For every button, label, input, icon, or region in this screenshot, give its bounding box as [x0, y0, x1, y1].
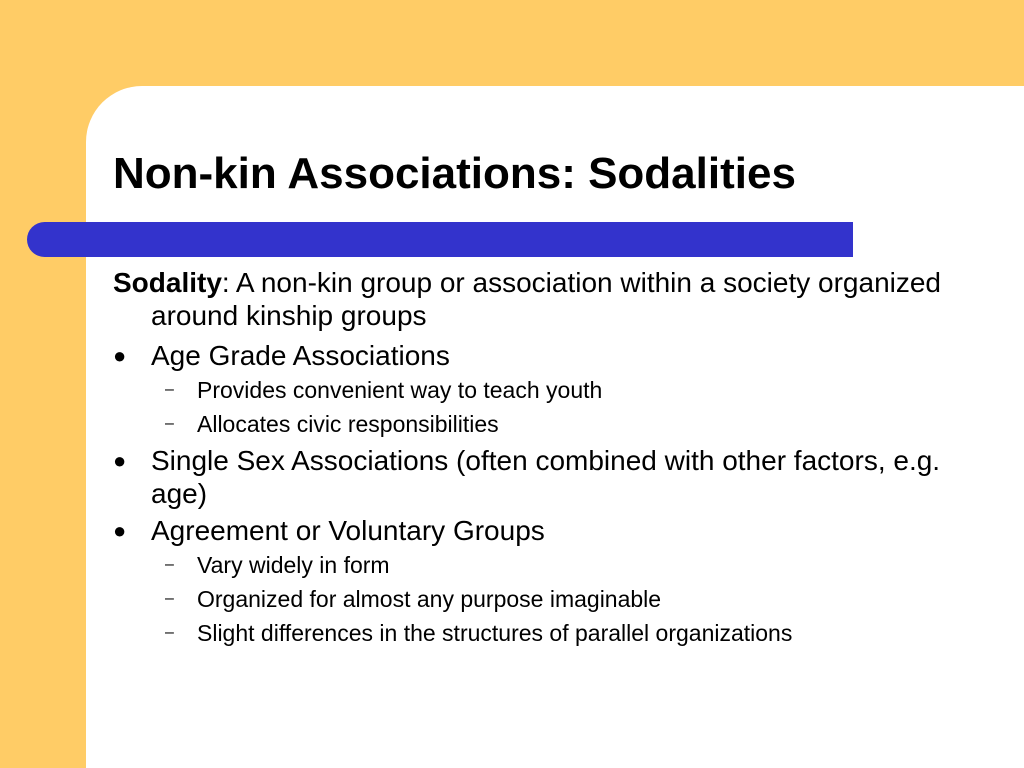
definition-text: : A non-kin group or association within a society organized around kinship groups [151, 267, 942, 331]
slide-title: Non-kin Associations: Sodalities [113, 149, 796, 198]
bullet-icon: ● [113, 448, 127, 473]
sub-bullet-text: Organized for almost any purpose imaginable [197, 586, 662, 612]
dash-icon: – [165, 556, 174, 573]
sub-bullet-item [113, 376, 993, 404]
bullet-item [113, 339, 993, 372]
definition-term: Sodality [113, 267, 222, 298]
bullet-text: Single Sex Associations (often combined with other factors, e.g. age) [151, 445, 941, 509]
dash-icon: – [165, 624, 174, 641]
slide-content [113, 266, 993, 653]
bullet-item [113, 444, 993, 510]
sub-bullet-item [113, 551, 993, 579]
sub-bullet-text: Vary widely in form [197, 552, 390, 578]
dash-icon: – [165, 415, 174, 432]
definition-paragraph [113, 266, 993, 332]
dash-icon: – [165, 590, 174, 607]
sub-bullet-text: Allocates civic responsibilities [197, 411, 499, 437]
sub-bullet-text: Provides convenient way to teach youth [197, 377, 603, 403]
dash-icon: – [165, 381, 174, 398]
bullet-item [113, 514, 993, 547]
sub-bullet-item [113, 619, 993, 647]
bullet-icon: ● [113, 518, 127, 543]
sub-bullet-item [113, 410, 993, 438]
bullet-text: Age Grade Associations [151, 340, 450, 371]
sub-bullet-item [113, 585, 993, 613]
title-underline-bar [27, 222, 853, 257]
sub-bullet-text: Slight differences in the structures of parallel organizations [197, 620, 793, 646]
bullet-text: Agreement or Voluntary Groups [151, 515, 545, 546]
bullet-icon: ● [113, 343, 127, 368]
